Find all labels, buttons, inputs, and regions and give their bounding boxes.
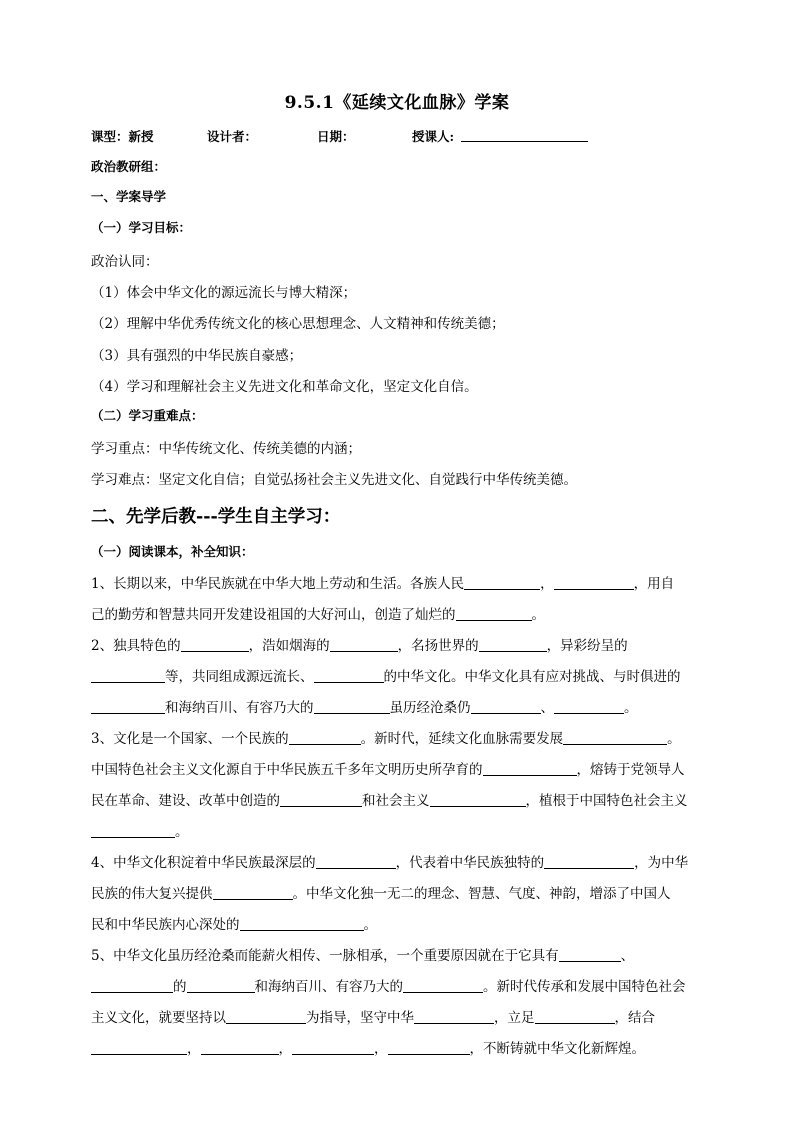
difficult-point: 学习难点：坚定文化自信；自觉弘扬社会主义先进文化、自觉践行中华传统美德。 [91, 472, 577, 488]
reading-heading: （一）阅读课本，补全知识： [91, 544, 254, 559]
answer-blank[interactable] [464, 575, 540, 590]
answer-blank[interactable] [544, 854, 634, 869]
answer-blank[interactable] [314, 668, 384, 683]
answer-blank[interactable] [483, 761, 577, 776]
question-5-line-2: 的 和海纳百川、有容乃大的 。新时代传承和发展中国特色社会 [91, 975, 686, 995]
question-3-line-3: 民在革命、建设、改革中创造的 和社会主义 ，植根于中国特色社会主义 [91, 793, 688, 809]
answer-blank[interactable] [479, 637, 547, 652]
answer-blank[interactable] [91, 699, 165, 714]
answer-blank[interactable] [554, 575, 634, 590]
question-4-line-2: 民族的伟大复兴提供 。中华文化独一无二的理念、智慧、气度、神韵，增添了中国人 [91, 886, 671, 902]
question-3-line-2: 中国特色社会主义文化源自于中华民族五千多年文明历史所孕育的 ，熔铸于党领导人 [91, 762, 685, 778]
key-points-heading: （二）学习重难点： [91, 408, 204, 423]
key-point: 学习重点：中华传统文化、传统美德的内涵； [91, 441, 361, 457]
answer-blank[interactable] [91, 1040, 187, 1055]
question-3-line-4: 。 [91, 820, 189, 840]
answer-blank[interactable] [181, 637, 249, 652]
answer-blank[interactable] [289, 730, 361, 745]
question-5-line-4: ， ， ， ，不断铸就中华文化新辉煌。 [91, 1037, 645, 1057]
teacher-blank[interactable] [461, 127, 588, 142]
answer-blank[interactable] [314, 699, 390, 714]
answer-blank[interactable] [316, 854, 396, 869]
document-title: 9.5.1《延续文化血脉》学案 [284, 93, 510, 113]
goals-intro: 政治认同： [91, 254, 159, 270]
date-label: 日期： [317, 129, 355, 144]
question-4-line-3: 民和中华民族内心深处的 。 [91, 917, 377, 933]
answer-blank[interactable] [559, 947, 621, 962]
answer-blank[interactable] [187, 978, 255, 993]
designer-label: 设计者： [207, 129, 258, 144]
course-type: 课型：新授 [91, 129, 154, 144]
goal-item: （3）具有强烈的中华民族自豪感； [91, 348, 303, 364]
section-heading-1: 一、学案导学 [91, 189, 167, 204]
question-1-line-2: 己的勤劳和智慧共同开发建设祖国的大好河山，创造了灿烂的 。 [91, 607, 545, 623]
answer-blank[interactable] [554, 699, 624, 714]
goal-item: （4）学习和理解社会主义先进文化和革命文化，坚定文化自信。 [91, 379, 478, 395]
goals-heading: （一）学习目标： [91, 220, 192, 235]
answer-blank[interactable] [563, 730, 667, 745]
question-4-line-1: 4、中华文化积淀着中华民族最深层的 ，代表着中华民族独特的 ，为中华 [91, 855, 689, 871]
answer-blank[interactable] [535, 1009, 615, 1024]
question-2-line-3: 和海纳百川、有容乃大的 虽历经沧桑仍 、 。 [91, 696, 638, 716]
answer-blank[interactable] [292, 1040, 374, 1055]
answer-blank[interactable] [280, 792, 362, 807]
answer-blank[interactable] [91, 668, 165, 683]
answer-blank[interactable] [388, 1040, 470, 1055]
answer-blank[interactable] [414, 1009, 494, 1024]
answer-blank[interactable] [403, 978, 483, 993]
answer-blank[interactable] [471, 699, 541, 714]
answer-blank[interactable] [226, 1009, 306, 1024]
question-5-line-1: 5、中华文化虽历经沧桑而能薪火相传、一脉相承，一个重要原因就在于它具有 、 [91, 948, 635, 964]
group-label: 政治教研组： [91, 159, 167, 174]
question-1-line-1: 1、长期以来，中华民族就在中华大地上劳动和生活。各族人民 ， ，用自 [91, 576, 675, 592]
answer-blank[interactable] [213, 885, 293, 900]
goal-item: （1）体会中华文化的源远流长与博大精深； [91, 285, 357, 301]
answer-blank[interactable] [430, 792, 526, 807]
question-2-line-2: 等，共同组成源远流长、 的中华文化。中华文化具有应对挑战、与时俱进的 [91, 665, 681, 685]
answer-blank[interactable] [240, 916, 364, 931]
question-5-line-3: 主义文化，就要坚持以 为指导，坚守中华 ，立足 ，结合 [91, 1010, 655, 1026]
answer-blank[interactable] [456, 606, 532, 621]
section-heading-2: 二、先学后教---学生自主学习： [91, 507, 341, 527]
question-2-line-1: 2、独具特色的 ，浩如烟海的 ，名扬世界的 ，异彩纷呈的 [91, 638, 628, 654]
answer-blank[interactable] [91, 823, 175, 838]
goal-item: （2）理解中华优秀传统文化的核心思想理念、人文精神和传统美德； [91, 316, 505, 332]
answer-blank[interactable] [330, 637, 398, 652]
question-3-line-1: 3、文化是一个国家、一个民族的 。新时代，延续文化血脉需要发展 。 [91, 731, 681, 747]
answer-blank[interactable] [201, 1040, 279, 1055]
teacher-label: 授课人: [412, 129, 455, 144]
answer-blank[interactable] [91, 978, 173, 993]
